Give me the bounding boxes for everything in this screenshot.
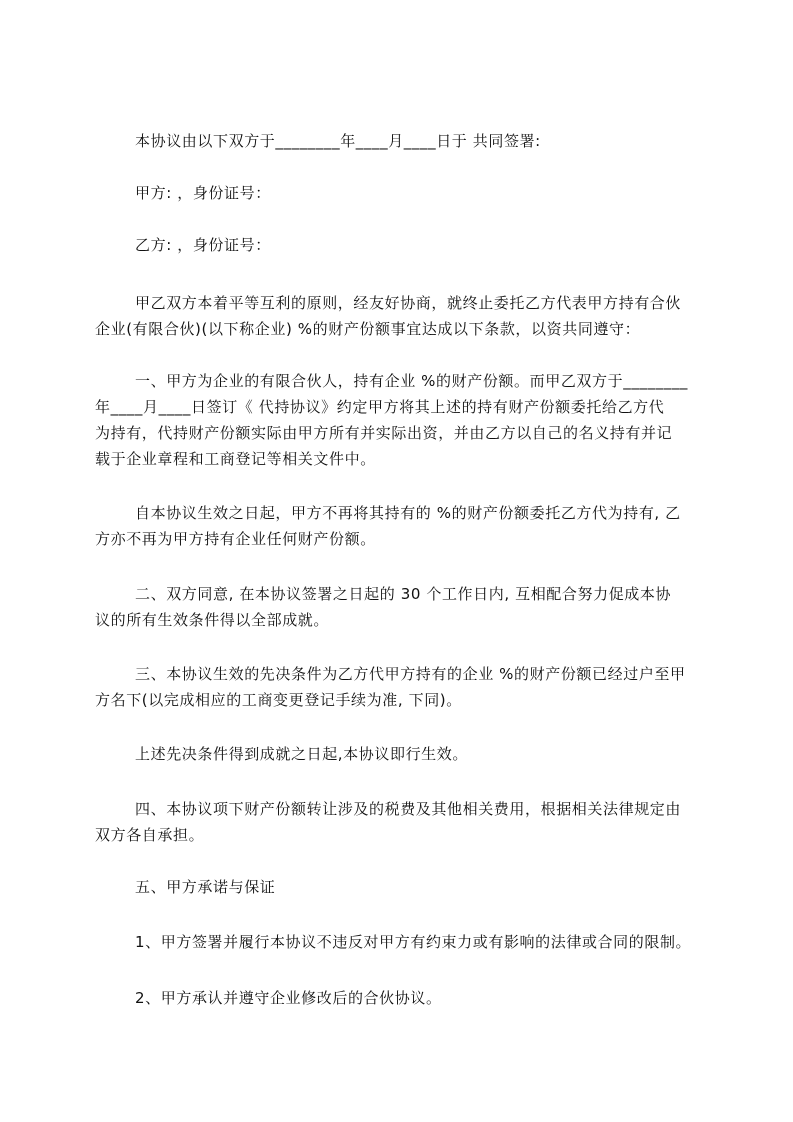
agreement-intro bbox=[95, 128, 745, 154]
clause-3b-line: 上述先决条件得到成就之日起,本协议即行生效。 bbox=[135, 745, 468, 763]
preamble-line: 企业(有限合伙)(以下称企业) %的财产份额事宜达成以下条款，以资共同遵守： bbox=[95, 320, 641, 338]
clause-1-line: 为持有，代持财产份额实际由甲方所有并实际出资，并由乙方以自己的名义持有并记 bbox=[95, 424, 673, 442]
clause-1-continuation bbox=[95, 500, 705, 552]
clause-1-line: 年____月____日签订《 代持协议》约定甲方将其上述的持有财产份额委托给乙方代 bbox=[95, 398, 665, 416]
clause-5-item-1 bbox=[95, 929, 745, 955]
clause-4 bbox=[95, 796, 705, 848]
clause-2-line: 议的所有生效条件得以全部成就。 bbox=[95, 611, 330, 629]
clause-1 bbox=[95, 368, 705, 472]
intro-line: 本协议由以下双方于________年____月____日于 共同签署: bbox=[135, 132, 541, 150]
clause-3-line: 三、本协议生效的先决条件为乙方代甲方持有的企业 %的财产份额已经过户至甲 bbox=[135, 665, 686, 683]
clause-3-continuation bbox=[95, 741, 745, 767]
party-a-line: 甲方: ，身份证号： bbox=[135, 184, 271, 202]
clause-2-line: 二、双方同意, 在本协议签署之日起的 30 个工作日内, 互相配合努力促成本协 bbox=[135, 585, 672, 603]
clause-2 bbox=[95, 581, 705, 633]
clause-1b-line: 方亦不再为甲方持有企业任何财产份额。 bbox=[95, 530, 376, 548]
clause-4-line: 双方各自承担。 bbox=[95, 826, 205, 844]
clause-1b-line: 自本协议生效之日起，甲方不再将其持有的 %的财产份额委托乙方代为持有, 乙 bbox=[135, 504, 681, 522]
preamble-line: 甲乙双方本着平等互利的原则，经友好协商，就终止委托乙方代表甲方持有合伙 bbox=[135, 294, 682, 312]
clause-1-line: 一、甲方为企业的有限合伙人，持有企业 %的财产份额。而甲乙双方于________ bbox=[135, 372, 689, 390]
clause-5-item-2 bbox=[95, 985, 745, 1011]
party-b-line: 乙方: ，身份证号： bbox=[135, 236, 271, 254]
clause-5-item-1-line: 1、甲方签署并履行本协议不违反对甲方有约束力或有影响的法律或合同的限制。 bbox=[135, 933, 692, 951]
clause-3-line: 方名下(以完成相应的工商变更登记手续为准, 下同)。 bbox=[95, 691, 462, 709]
preamble-paragraph bbox=[95, 290, 705, 342]
party-b bbox=[95, 232, 745, 258]
clause-1-line: 载于企业章程和工商登记等相关文件中。 bbox=[95, 450, 376, 468]
clause-5-title-line: 五、甲方承诺与保证 bbox=[135, 878, 276, 896]
clause-5-item-2-line: 2、甲方承认并遵守企业修改后的合伙协议。 bbox=[135, 989, 442, 1007]
party-a bbox=[95, 180, 745, 206]
clause-4-line: 四、本协议项下财产份额转让涉及的税费及其他相关费用，根据相关法律规定由 bbox=[135, 800, 682, 818]
clause-5-title bbox=[95, 874, 745, 900]
clause-3 bbox=[95, 661, 705, 713]
